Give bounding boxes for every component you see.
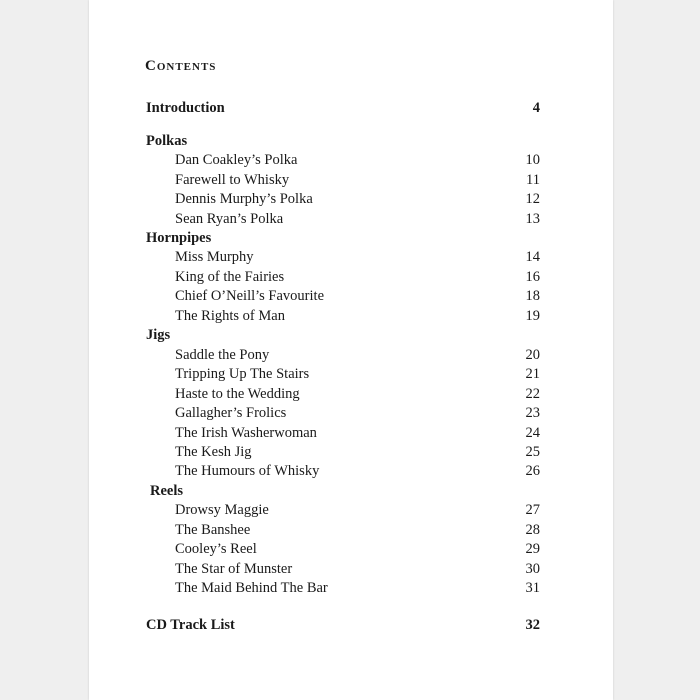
section-heading-label: Reels (150, 483, 184, 499)
toc-entry-label: Saddle the Pony (175, 347, 270, 363)
toc-entry-page: 11 (526, 172, 540, 188)
toc-entry-label: The Kesh Jig (175, 444, 252, 460)
section-heading-reels (89, 481, 613, 501)
toc-entry-cd-track-list (89, 615, 613, 635)
toc-entry-page: 4 (532, 100, 540, 116)
toc-entry-page: 13 (525, 211, 540, 227)
toc-entry (89, 364, 613, 384)
toc-entry (89, 170, 613, 190)
toc-entry (89, 384, 613, 404)
toc-entry (89, 306, 613, 326)
toc-entry-page: 12 (525, 191, 540, 207)
section-heading-label: Hornpipes (146, 230, 212, 246)
toc-entry (89, 461, 613, 481)
toc-entry (89, 247, 613, 267)
toc-entry-page: 28 (525, 522, 540, 538)
toc-entry (89, 559, 613, 579)
toc-entry-page: 31 (525, 580, 540, 596)
toc-entry-label: Chief O’Neill’s Favourite (175, 288, 325, 304)
toc-entry-introduction (89, 98, 613, 118)
toc-entry-label: Farewell to Whisky (175, 172, 290, 188)
toc-entry-page: 10 (525, 152, 540, 168)
toc-entry-label: Sean Ryan’s Polka (175, 211, 284, 227)
toc-entry-page: 21 (525, 366, 540, 382)
toc-entry-label: Cooley’s Reel (175, 541, 257, 557)
toc-entry (89, 267, 613, 287)
toc-entry (89, 345, 613, 365)
toc-entry-label: Miss Murphy (175, 249, 254, 265)
toc-entry (89, 520, 613, 540)
toc-entry (89, 442, 613, 462)
toc-entry (89, 403, 613, 423)
toc-entry (89, 500, 613, 520)
toc-entry-label: The Humours of Whisky (175, 463, 320, 479)
toc-entry-page: 18 (525, 288, 540, 304)
toc-entry-label: King of the Fairies (175, 269, 285, 285)
section-heading-hornpipes (89, 228, 613, 248)
document-page (89, 0, 613, 700)
toc-entry-label: The Star of Munster (175, 561, 293, 577)
toc-entry-page: 27 (525, 502, 540, 518)
toc-entry-page: 23 (525, 405, 540, 421)
toc-entry-label: Drowsy Maggie (175, 502, 269, 518)
toc-entry (89, 423, 613, 443)
toc-entry-label: Haste to the Wedding (175, 386, 300, 402)
toc-entry-page: 16 (525, 269, 540, 285)
toc-entry-page: 30 (525, 561, 540, 577)
toc-entry (89, 539, 613, 559)
toc-entry-label: The Banshee (175, 522, 251, 538)
toc-entry-label: The Rights of Man (175, 308, 285, 324)
toc-entry-label: The Irish Washerwoman (175, 425, 317, 441)
toc-entry-page: 26 (525, 463, 540, 479)
toc-entry-label: Tripping Up The Stairs (175, 366, 310, 382)
toc-entry-label: Introduction (146, 100, 225, 116)
toc-entry-label: The Maid Behind The Bar (175, 580, 328, 596)
toc-entry-page: 29 (525, 541, 540, 557)
toc-entry-label: Dan Coakley’s Polka (175, 152, 298, 168)
section-heading-jigs (89, 325, 613, 345)
toc-entry-page: 32 (525, 617, 540, 633)
toc-entry (89, 286, 613, 306)
toc-entry-label: CD Track List (146, 617, 235, 633)
toc-entry-label: Gallagher’s Frolics (175, 405, 287, 421)
toc-entry-label: Dennis Murphy’s Polka (175, 191, 313, 207)
toc-entry-page: 19 (525, 308, 540, 324)
section-heading-polkas (89, 131, 613, 151)
section-heading-label: Jigs (146, 327, 171, 343)
toc-entry (89, 578, 613, 598)
section-heading-label: Polkas (146, 133, 188, 149)
toc-entry (89, 209, 613, 229)
toc-entry-page: 24 (525, 425, 540, 441)
toc-entry (89, 189, 613, 209)
toc-entry (89, 150, 613, 170)
toc-entry-page: 20 (525, 347, 540, 363)
toc-entry-page: 14 (525, 249, 540, 265)
toc-entry-page: 25 (525, 444, 540, 460)
toc-entry-page: 22 (525, 386, 540, 402)
page-title: Contents (145, 58, 217, 74)
